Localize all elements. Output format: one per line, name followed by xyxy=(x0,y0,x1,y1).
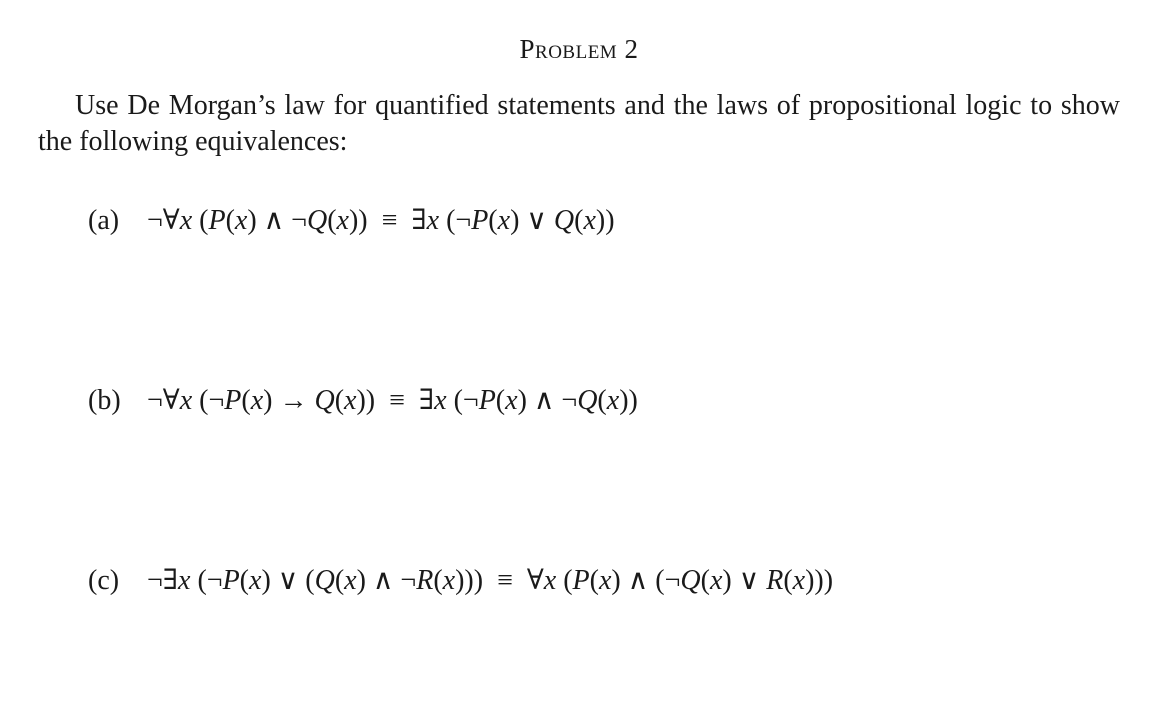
problem-intro: Use De Morgan’s law for quantified statements and the laws of propositional logic to show the following equivalences: xyxy=(38,90,1120,157)
equivalence-item-b xyxy=(88,383,638,417)
equivalence-item-c xyxy=(88,563,833,597)
item-label: (b) xyxy=(88,385,121,416)
item-label: (c) xyxy=(88,565,120,596)
problem-title: Problem 2 xyxy=(519,34,639,64)
item-label: (a) xyxy=(88,205,120,236)
equivalence-formula: ¬∃x (¬P(x) ∨ (Q(x) ∧ ¬R(x))) ≡ ∀x (P(x) ∧ (¬Q(x) ∨ R(x))) xyxy=(147,565,834,596)
equivalence-formula: ¬∀x (¬P(x) → Q(x)) ≡ ∃x (¬P(x) ∧ ¬Q(x)) xyxy=(147,385,638,416)
equivalence-item-a xyxy=(88,203,615,237)
equivalence-formula: ¬∀x (P(x) ∧ ¬Q(x)) ≡ ∃x (¬P(x) ∨ Q(x)) xyxy=(147,205,615,236)
